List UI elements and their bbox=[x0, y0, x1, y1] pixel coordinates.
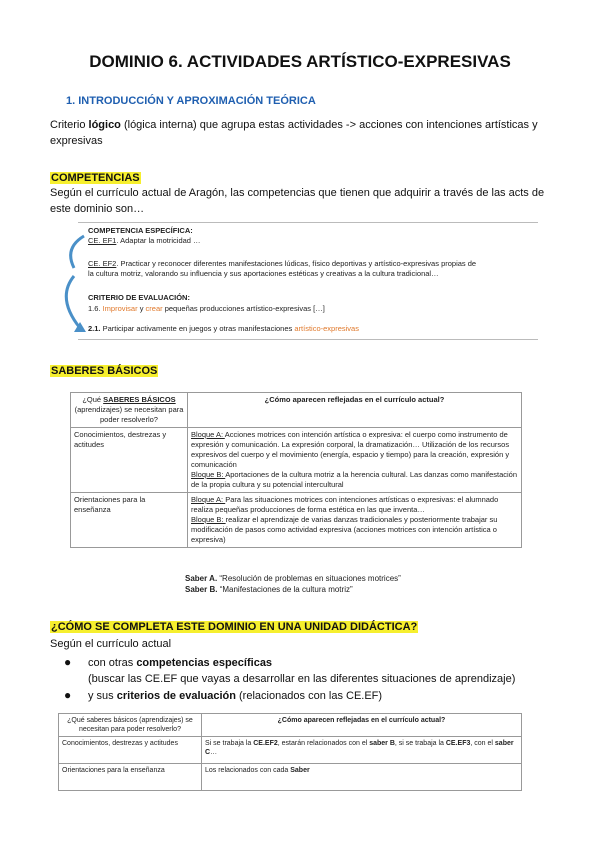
completa-table bbox=[58, 713, 522, 791]
completa-row1-content: Si se trabaja la CE.EF2, estarán relacionados con el saber B, si se trabaja la CE.EF3, con el saber C… bbox=[202, 737, 522, 764]
bullet-icon: ● bbox=[64, 688, 72, 702]
completa-row2-content: Los relacionados con cada Saber bbox=[202, 764, 522, 791]
saberes-row2-label: Orientaciones para la enseñanza bbox=[71, 493, 188, 548]
intro-paragraph: Criterio lógico (lógica interna) que agrupa estas actividades -> acciones con intenciones artísticas y expresivas bbox=[50, 119, 538, 147]
completa-header-1: ¿Qué saberes básicos (aprendizajes) se necesitan para poder resolverlo? bbox=[59, 714, 202, 737]
competencias-figure: COMPETENCIA ESPECÍFICA: CE. EF1. Adaptar la motricidad … CE. EF2. Practicar y reconocer diferentes manifestaciones lúdicas, físico deportivas y artístico-expresivas propias de la cultura motriz, valorando su influencia y sus aportaciones estéticas y creativas a la cultura tradicional… CRITERIO DE EVALUACIÓN: 1.6. Improvisar y crear pequeñas producciones artístico-expresivas […] 2.1. Participar activamente en juegos y otras manifestaciones artístico-expresivas bbox=[78, 222, 538, 340]
completa-row1-label: Conocimientos, destrezas y actitudes bbox=[59, 737, 202, 764]
section-heading-competencias: COMPETENCIAS bbox=[51, 172, 140, 184]
saberes-table bbox=[70, 392, 522, 548]
saberes-row1-label: Conocimientos, destrezas y actitudes bbox=[71, 428, 188, 493]
section-heading-intro: 1. INTRODUCCIÓN Y APROXIMACIÓN TEÓRICA bbox=[66, 95, 316, 107]
saberes-footnotes: Saber A. “Resolución de problemas en situaciones motrices” Saber B. “Manifestaciones de la cultura motriz” bbox=[185, 574, 401, 594]
bullet-competencias: con otras competencias específicas (buscar las CE.EF que vayas a desarrollar en las diferentes situaciones de aprendizaje) bbox=[88, 657, 516, 685]
saberes-row1-content: Bloque A: Acciones motrices con intención artística o expresiva: el cuerpo como instrumento de expresión y comunicación. La expresión corporal, la dramatización… Utilización de los recursos expresivos del cuerpo y el movimiento (energía, espacio y tiempo) para la creación, expresión y comunicación Bloque B: Aportaciones de la cultura motriz a la herencia cultural. Las danzas como manifestación de la propia cultura y su potencial intercultural bbox=[188, 428, 522, 493]
competencias-intro: Según el currículo actual de Aragón, las competencias que tienen que adquirir a través de las acts de este dominio son… bbox=[50, 187, 545, 215]
bullet-icon: ● bbox=[64, 655, 72, 669]
saberes-header-2: ¿Cómo aparecen reflejadas en el currículo actual? bbox=[188, 393, 522, 428]
saberes-header-1: ¿Qué SABERES BÁSICOS (aprendizajes) se necesitan para poder resolverlo? bbox=[71, 393, 188, 428]
page-title: DOMINIO 6. ACTIVIDADES ARTÍSTICO-EXPRESIVAS bbox=[89, 52, 511, 71]
completa-header-2: ¿Cómo aparecen reflejadas en el currículo actual? bbox=[202, 714, 522, 737]
saberes-row2-content: Bloque A: Para las situaciones motrices con intenciones artísticas o expresivas: el alumnado realiza pequeñas producciones de forma estética en las que inventa… Bloque B: realizar el aprendizaje de varias danzas tradicionales y posteriormente trabajar su modificación de pasos como actividad expresiva (acciones motrices con intención artística o expresiva) bbox=[188, 493, 522, 548]
completa-intro: Según el currículo actual bbox=[50, 638, 172, 650]
section-heading-completa: ¿CÓMO SE COMPLETA ESTE DOMINIO EN UNA UNIDAD DIDÁCTICA? bbox=[51, 621, 418, 633]
section-heading-saberes: SABERES BÁSICOS bbox=[51, 365, 158, 377]
bullet-criterios: y sus criterios de evaluación (relacionados con las CE.EF) bbox=[88, 690, 383, 702]
completa-row2-label: Orientaciones para la enseñanza bbox=[59, 764, 202, 791]
